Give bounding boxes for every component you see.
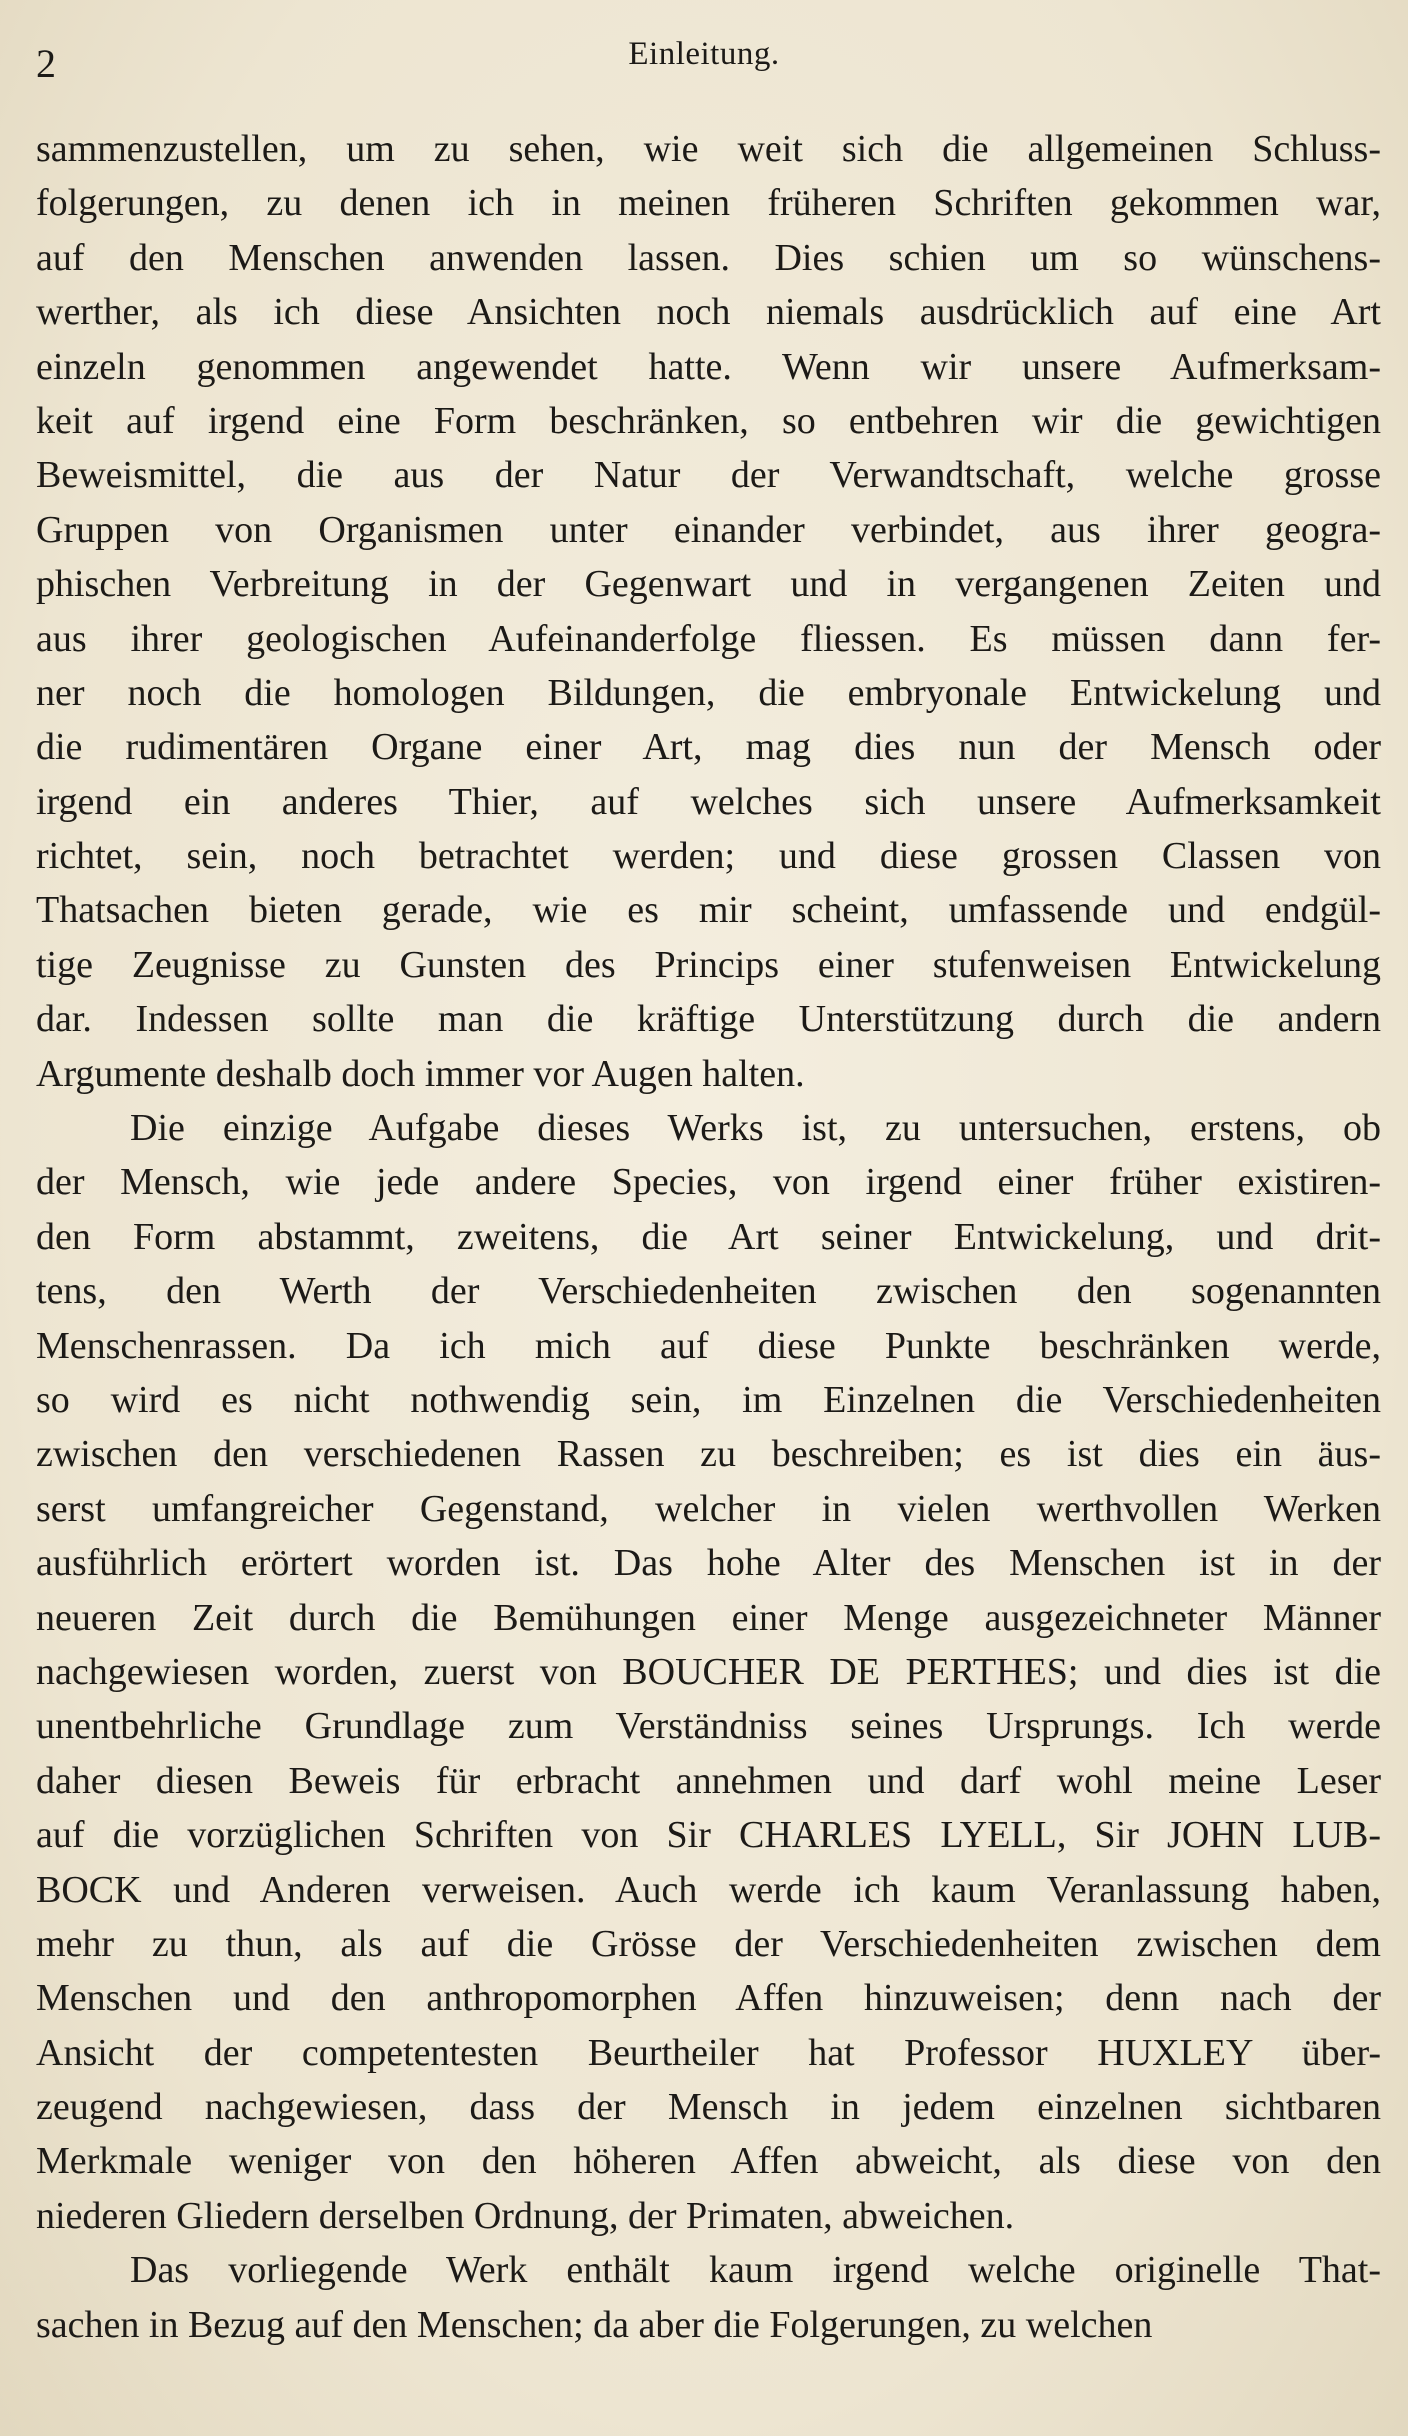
text-line: Gruppen von Organismen unter einander verbindet, aus ihrer geogra- bbox=[36, 508, 1381, 551]
text-line: Das vorliegende Werk enthält kaum irgend welche originelle That- bbox=[130, 2249, 1381, 2292]
text-line: Die einzige Aufgabe dieses Werks ist, zu untersuchen, erstens, ob bbox=[130, 1107, 1381, 1150]
text-line: daher diesen Beweis für erbracht annehmen und darf wohl meine Leser bbox=[36, 1759, 1381, 1802]
text-line: Thatsachen bieten gerade, wie es mir scheint, umfassende und endgül- bbox=[36, 889, 1381, 932]
text-line: serst umfangreicher Gegenstand, welcher in vielen werthvollen Werken bbox=[36, 1487, 1381, 1530]
text-line: irgend ein anderes Thier, auf welches sich unsere Aufmerksamkeit bbox=[36, 780, 1381, 823]
running-head bbox=[36, 30, 1372, 90]
text-line: Menschen und den anthropomorphen Affen hinzuweisen; denn nach der bbox=[36, 1977, 1381, 2020]
text-line: werther, als ich diese Ansichten noch niemals ausdrücklich auf eine Art bbox=[36, 291, 1381, 334]
text-line: auf den Menschen anwenden lassen. Dies schien um so wünschens- bbox=[36, 236, 1381, 279]
text-line: so wird es nicht nothwendig sein, im Einzelnen die Verschiedenheiten bbox=[36, 1378, 1381, 1421]
text-line: sachen in Bezug auf den Menschen; da aber die Folgerungen, zu welchen bbox=[36, 2303, 1153, 2346]
text-line: neueren Zeit durch die Bemühungen einer Menge ausgezeichneter Männer bbox=[36, 1596, 1381, 1639]
text-line: mehr zu thun, als auf die Grösse der Verschiedenheiten zwischen dem bbox=[36, 1922, 1381, 1965]
text-line: tige Zeugnisse zu Gunsten des Princips einer stufenweisen Entwickelung bbox=[36, 943, 1381, 986]
text-line: der Mensch, wie jede andere Species, von irgend einer früher existiren- bbox=[36, 1161, 1381, 1204]
text-line: Merkmale weniger von den höheren Affen abweicht, als diese von den bbox=[36, 2140, 1381, 2183]
text-line: ner noch die homologen Bildungen, die embryonale Entwickelung und bbox=[36, 671, 1381, 714]
text-line: die rudimentären Organe einer Art, mag dies nun der Mensch oder bbox=[36, 726, 1381, 769]
text-line: zeugend nachgewiesen, dass der Mensch in jedem einzelnen sichtbaren bbox=[36, 2086, 1381, 2129]
text-line: dar. Indessen sollte man die kräftige Unterstützung durch die andern bbox=[36, 998, 1381, 1041]
text-line: phischen Verbreitung in der Gegenwart und in vergangenen Zeiten und bbox=[36, 563, 1381, 606]
text-line: sammenzustellen, um zu sehen, wie weit sich die allgemeinen Schluss- bbox=[36, 128, 1381, 170]
text-line: Ansicht der competentesten Beurtheiler hat Professor HUXLEY über- bbox=[36, 2031, 1381, 2074]
text-line: unentbehrliche Grundlage zum Verständniss seines Ursprungs. Ich werde bbox=[36, 1705, 1381, 1748]
paragraph bbox=[36, 1101, 1381, 2243]
running-title: Einleitung. bbox=[628, 36, 780, 72]
text-line: Beweismittel, die aus der Natur der Verwandtschaft, welche grosse bbox=[36, 454, 1381, 497]
text-line: aus ihrer geologischen Aufeinanderfolge fliessen. Es müssen dann fer- bbox=[36, 617, 1381, 660]
text-line: keit auf irgend eine Form beschränken, so entbehren wir die gewichtigen bbox=[36, 399, 1381, 442]
text-line: zwischen den verschiedenen Rassen zu beschreiben; es ist dies ein äus- bbox=[36, 1433, 1381, 1476]
text-line: BOCK und Anderen verweisen. Auch werde ich kaum Veranlassung haben, bbox=[36, 1868, 1381, 1911]
text-line: niederen Gliedern derselben Ordnung, der Primaten, abweichen. bbox=[36, 2194, 1015, 2237]
page-number: 2 bbox=[36, 41, 56, 86]
text-line: nachgewiesen worden, zuerst von BOUCHER DE PERTHES; und dies ist die bbox=[36, 1650, 1381, 1693]
text-line: Argumente deshalb doch immer vor Augen halten. bbox=[36, 1052, 805, 1095]
body-text bbox=[36, 122, 1381, 2352]
paragraph bbox=[36, 122, 1381, 1101]
text-line: tens, den Werth der Verschiedenheiten zwischen den sogenannten bbox=[36, 1270, 1381, 1313]
text-line: den Form abstammt, zweitens, die Art seiner Entwickelung, und drit- bbox=[36, 1215, 1381, 1258]
text-line: einzeln genommen angewendet hatte. Wenn wir unsere Aufmerksam- bbox=[36, 345, 1381, 388]
text-line: ausführlich erörtert worden ist. Das hohe Alter des Menschen ist in der bbox=[36, 1542, 1381, 1585]
text-line: Menschenrassen. Da ich mich auf diese Punkte beschränken werde, bbox=[36, 1324, 1381, 1367]
text-line: auf die vorzüglichen Schriften von Sir CHARLES LYELL, Sir JOHN LUB- bbox=[36, 1814, 1381, 1857]
text-line: richtet, sein, noch betrachtet werden; und diese grossen Classen von bbox=[36, 835, 1381, 878]
text-line: folgerungen, zu denen ich in meinen früheren Schriften gekommen war, bbox=[36, 182, 1381, 225]
paragraph bbox=[36, 2243, 1381, 2352]
